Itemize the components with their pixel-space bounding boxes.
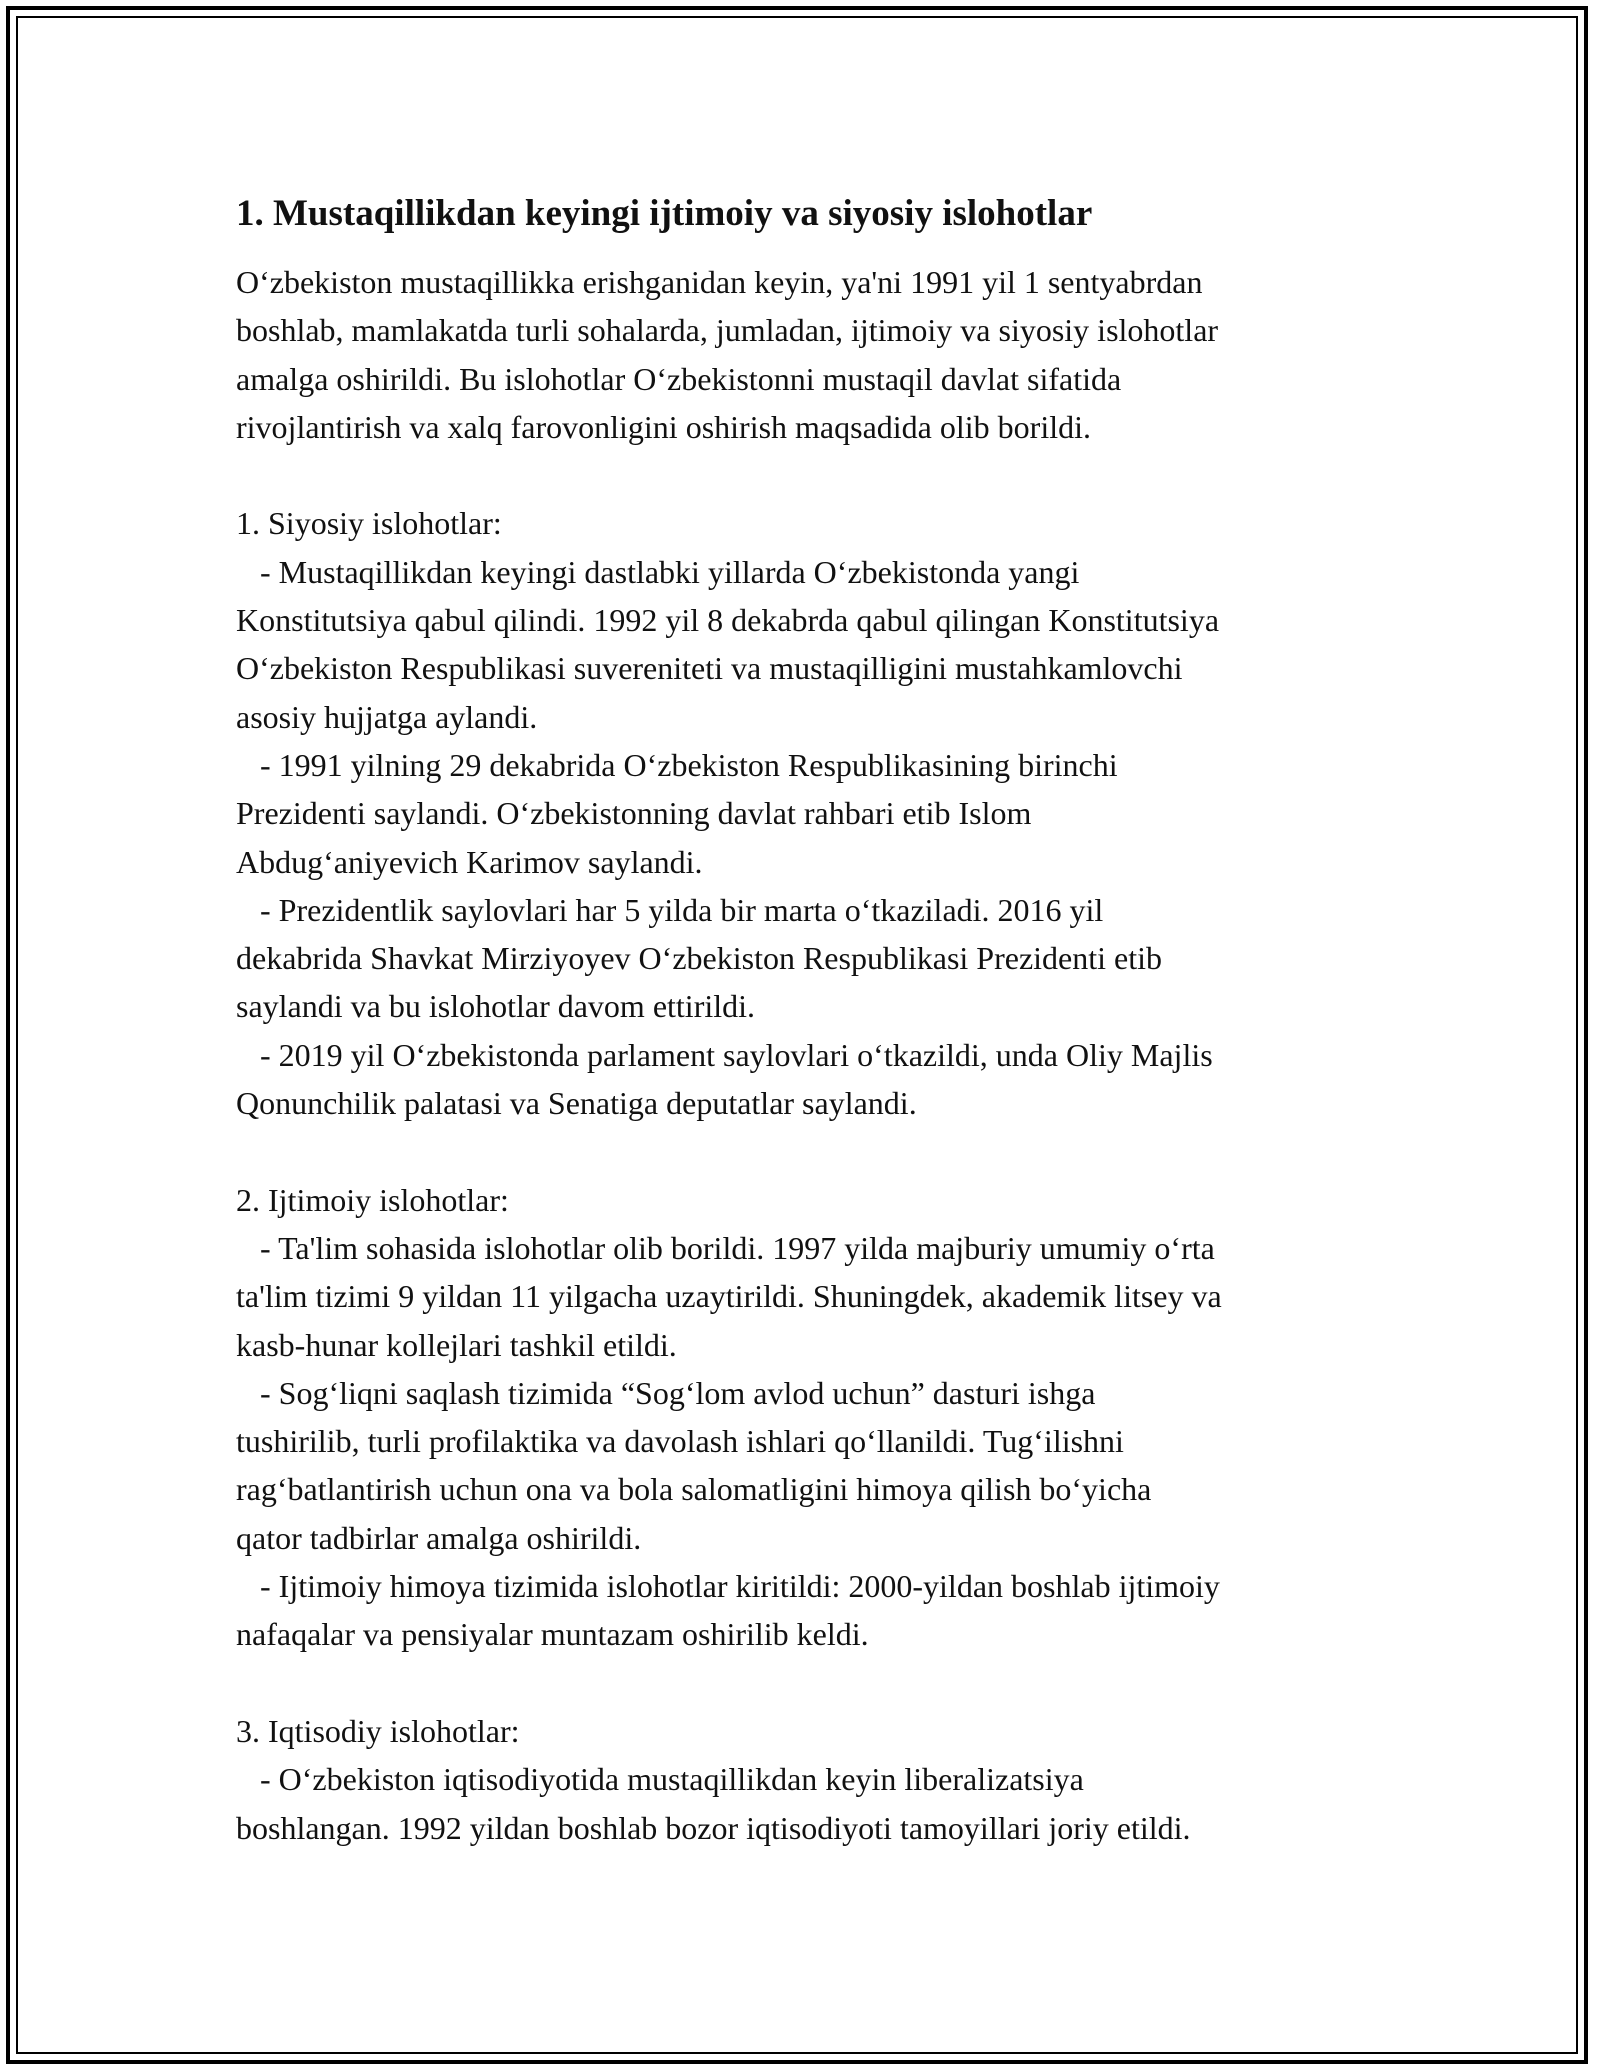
document-title: 1. Mustaqillikdan keyingi ijtimoiy va siyosiy islohotlar <box>236 193 1093 234</box>
document-content <box>236 190 1396 1852</box>
document-body: O‘zbekiston mustaqillikka erishganidan keyin, ya'ni 1991 yil 1 sentyabrdan boshlab, mamlakatda turli sohalarda, jumladan, ijtimoiy va siyosiy islohotlar amalga oshirildi. Bu islohotlar O‘zbekistonni mustaqil davlat sifatida rivojlantirish va xalq farovonligini oshirish maqsadida olib borildi. 1. Siyosiy islohotlar: - Mustaqillikdan keyingi dastlabki yillarda O‘zbekistonda yangi Konstitutsiya qabul qilindi. 1992 yil 8 dekabrda qabul qilingan Konstitutsiya O‘zbekiston Respublikasi suvereniteti va mustaqilligini mustahkamlovchi asosiy hujjatga aylandi. - 1991 yilning 29 dekabrida O‘zbekiston Respublikasining birinchi Prezidenti saylandi. O‘zbekistonning davlat rahbari etib Islom Abdug‘aniyevich Karimov saylandi. - Prezidentlik saylovlari har 5 yilda bir marta o‘tkaziladi. 2016 yil dekabrida Shavkat Mirziyoyev O‘zbekiston Respublikasi Prezidenti etib saylandi va bu islohotlar davom ettirildi. - 2019 yil O‘zbekistonda parlament saylovlari o‘tkazildi, unda Oliy Majlis Qonunchilik palatasi va Senatiga deputatlar saylandi. 2. Ijtimoiy islohotlar: - Ta'lim sohasida islohotlar olib borildi. 1997 yilda majburiy umumiy o‘rta ta'lim tizimi 9 yildan 11 yilgacha uzaytirildi. Shuningdek, akademik litsey va kasb-hunar kollejlari tashkil etildi. - Sog‘liqni saqlash tizimida “Sog‘lom avlod uchun” dasturi ishga tushirilib, turli profilaktika va davolash ishlari qo‘llanildi. Tug‘ilishni rag‘batlantirish uchun ona va bola salomatligini himoya qilish bo‘yicha qator tadbirlar amalga oshirildi. - Ijtimoiy himoya tizimida islohotlar kiritildi: 2000-yildan boshlab ijtimoiy nafaqalar va pensiyalar muntazam oshirilib keldi. 3. Iqtisodiy islohotlar: - O‘zbekiston iqtisodiyotida mustaqillikdan keyin liberalizatsiya boshlangan. 1992 yildan boshlab bozor iqtisodiyoti tamoyillari joriy etildi. <box>236 264 1222 1846</box>
